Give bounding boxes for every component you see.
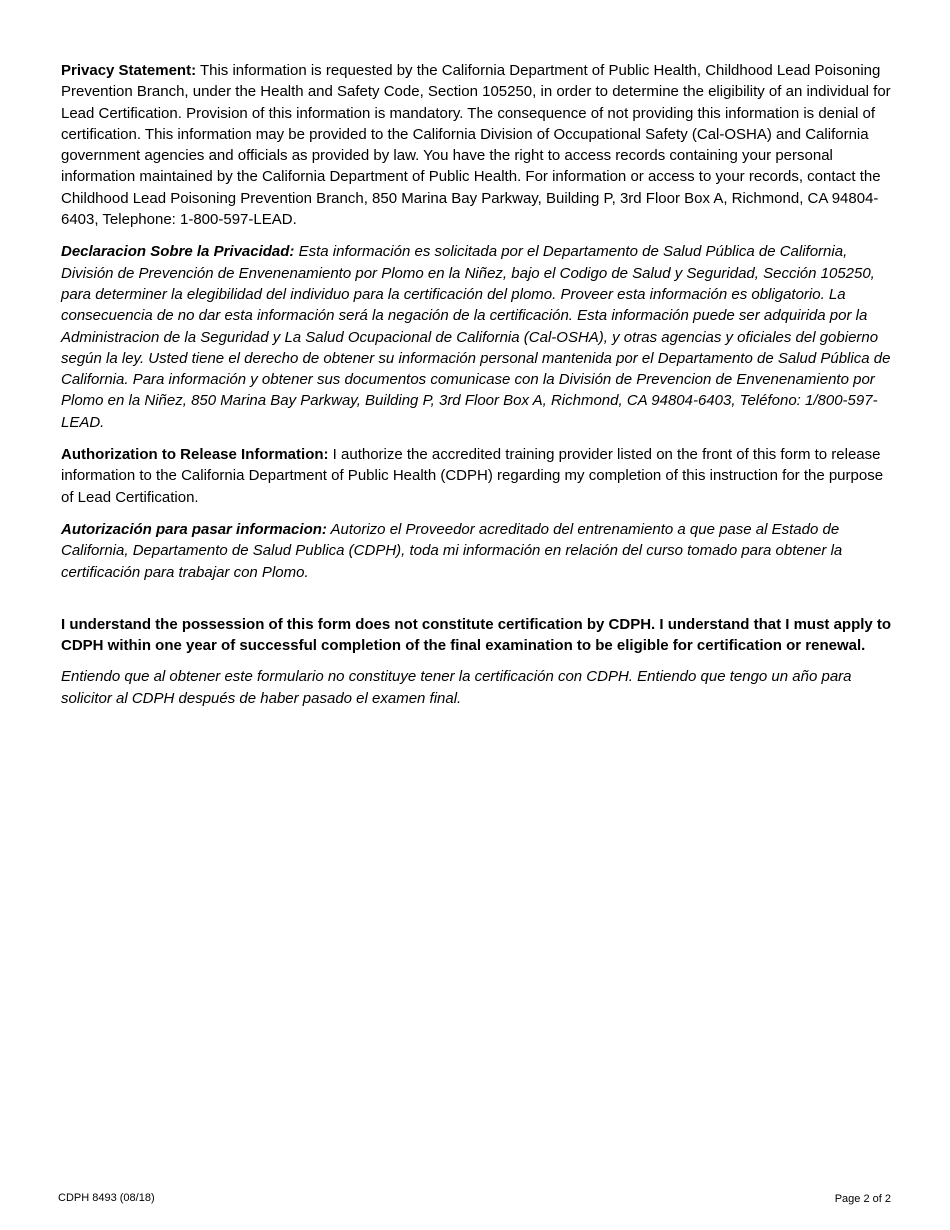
authorization-heading: Authorization to Release Information: [61, 446, 329, 464]
authorization-text: I authorize the accredited training provider listed on the front of this form to release information to the California Department of Public Health (CDPH) regarding my completion of this instruction for the purpose of Lead Certification. [61, 446, 884, 506]
privacy-statement-text: This information is requested by the California Department of Public Health, Childhood Lead Poisoning Prevention Branch, under the Health and Safety Code, Section 105250, in order to determine the eligibility of an individual for Lead Certification. Provision of this information is mandatory. The consequence of not providing this information is denial of certification. This information may be provided to the California Division of Occupational Safety (Cal-OSHA) and California government agencies and officials as provided by law. You have the right to access records containing your personal information maintained by the California Department of Public Health. For information or access to your records, contact the Childhood Lead Poisoning Prevention Branch, 850 Marina Bay Parkway, Building P, 3rd Floor Box A, Richmond, CA 94804-6403, Telephone: 1-800-597-LEAD. [61, 62, 891, 229]
authorization-english [61, 444, 896, 508]
certification-notice-spanish: Entiendo que al obtener este formulario no constituye tener la certificación con CDPH. Entiendo que tengo un año para solicitor al CDPH después de haber pasado el examen final. [61, 668, 852, 707]
authorization-spanish [61, 519, 896, 583]
privacy-statement-spanish-heading: Declaracion Sobre la Privacidad: [61, 243, 295, 261]
privacy-statement-english [61, 60, 896, 230]
authorization-spanish-heading: Autorización para pasar informacion: [61, 520, 327, 538]
certification-notice-english: I understand the possession of this form does not constitute certification by CDPH. I understand that I must apply to CDPH within one year of successful completion of the final examination to be eligible for certification or renewal. [61, 615, 892, 655]
privacy-statement-spanish-text: Esta información es solicitada por el Departamento de Salud Pública de California, División de Prevención de Envenenamiento por Plomo en la Niñez, bajo el Codigo de Salud y Seguridad, Sección 105250, para determiner la elegibilidad del individuo para la certificación del plomo. Proveer esta información es obligatorio. La consecuencia de no dar esta información será la negación de la certificación. Esta información puede ser adquirida por la Administracion de la Seguridad y La Salud Ocupacional de California (Cal-OSHA), y otras agencias y oficiales del gobierno según la ley. Usted tiene el derecho de obtener su información personal mantenida por el Departamento de Salud Pública de California. Para información y obtener sus documentos comunicase con la División de Prevencion de Envenenamiento por Plomo en la Niñez, 850 Marina Bay Parkway, Building P, 3rd Floor Box A, Richmond, CA 94804-6403, Teléfono: 1/800-597-LEAD. [61, 243, 891, 431]
document-body [61, 60, 896, 709]
page-number: Page 2 of 2 [834, 1193, 891, 1205]
privacy-statement-heading: Privacy Statement: [61, 62, 197, 79]
authorization-spanish-text: Autorizo el Proveedor acreditado del entrenamiento a que pase al Estado de California, Departamento de Salud Publica (CDPH), toda mi información en relación del curso tomado para obtener la certificación para trabajar con Plomo. [61, 520, 843, 581]
privacy-statement-spanish [61, 241, 896, 433]
form-identifier: CDPH 8493 (08/18) [58, 1192, 155, 1204]
